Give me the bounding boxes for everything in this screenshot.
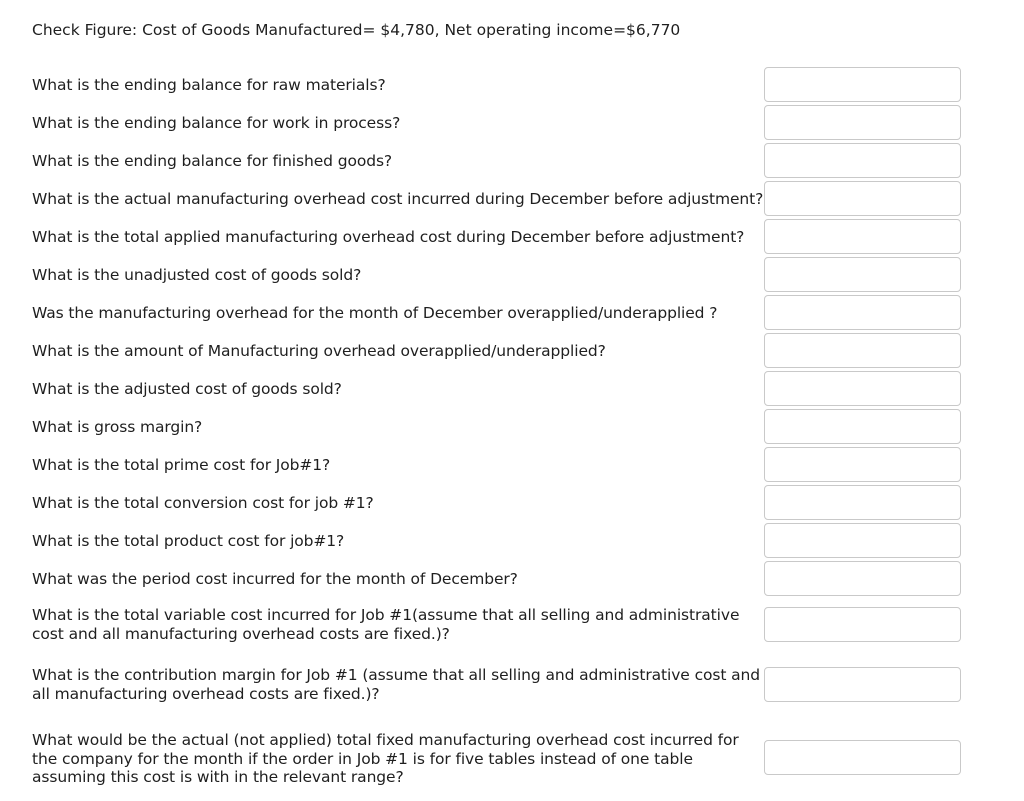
- answer-input[interactable]: [764, 485, 961, 520]
- question-text: What is the total applied manufacturing overhead cost during December before adjustment?: [32, 228, 745, 246]
- question-text: What is the adjusted cost of goods sold?: [32, 380, 342, 398]
- question-text: What is gross margin?: [32, 418, 203, 436]
- question-text: What is the contribution margin for Job #1 (assume that all selling and administrative cost and all manufacturing overhead costs are fixed.)?: [32, 666, 761, 703]
- question-text: What is the actual manufacturing overhead cost incurred during December before adjustment?: [32, 190, 764, 208]
- answer-input[interactable]: [764, 409, 961, 444]
- answer-input[interactable]: [764, 67, 961, 102]
- answer-input[interactable]: [764, 740, 961, 775]
- question-text: What is the total product cost for job#1?: [32, 532, 345, 550]
- answer-input[interactable]: [764, 371, 961, 406]
- question-text: What is the total variable cost incurred for Job #1(assume that all selling and administrative cost and all manufacturing overhead costs are fixed.)?: [32, 606, 740, 643]
- answer-input[interactable]: [764, 523, 961, 558]
- check-figure: Check Figure: Cost of Goods Manufactured= $4,780, Net operating income=$6,770: [32, 21, 681, 39]
- question-text: What is the ending balance for work in process?: [32, 114, 401, 132]
- answer-input[interactable]: [764, 607, 961, 642]
- answer-input[interactable]: [764, 295, 961, 330]
- answer-input[interactable]: [764, 181, 961, 216]
- question-text: What is the total conversion cost for job #1?: [32, 494, 374, 512]
- answer-input[interactable]: [764, 561, 961, 596]
- answer-input[interactable]: [764, 105, 961, 140]
- question-text: Was the manufacturing overhead for the month of December overapplied/underapplied ?: [32, 304, 718, 322]
- question-text: What is the total prime cost for Job#1?: [32, 456, 331, 474]
- answer-input[interactable]: [764, 257, 961, 292]
- question-text: What was the period cost incurred for the month of December?: [32, 570, 518, 588]
- question-text: What is the ending balance for raw materials?: [32, 76, 386, 94]
- question-text: What is the ending balance for finished goods?: [32, 152, 393, 170]
- answer-input[interactable]: [764, 447, 961, 482]
- question-text: What would be the actual (not applied) total fixed manufacturing overhead cost incurred for the company for the month if the order in Job #1 is for five tables instead of one table assuming this cost is with in the relevant range?: [32, 731, 739, 786]
- answer-input[interactable]: [764, 333, 961, 368]
- question-text: What is the amount of Manufacturing overhead overapplied/underapplied?: [32, 342, 606, 360]
- answer-input[interactable]: [764, 143, 961, 178]
- answer-input[interactable]: [764, 219, 961, 254]
- question-text: What is the unadjusted cost of goods sold?: [32, 266, 362, 284]
- answer-input[interactable]: [764, 667, 961, 702]
